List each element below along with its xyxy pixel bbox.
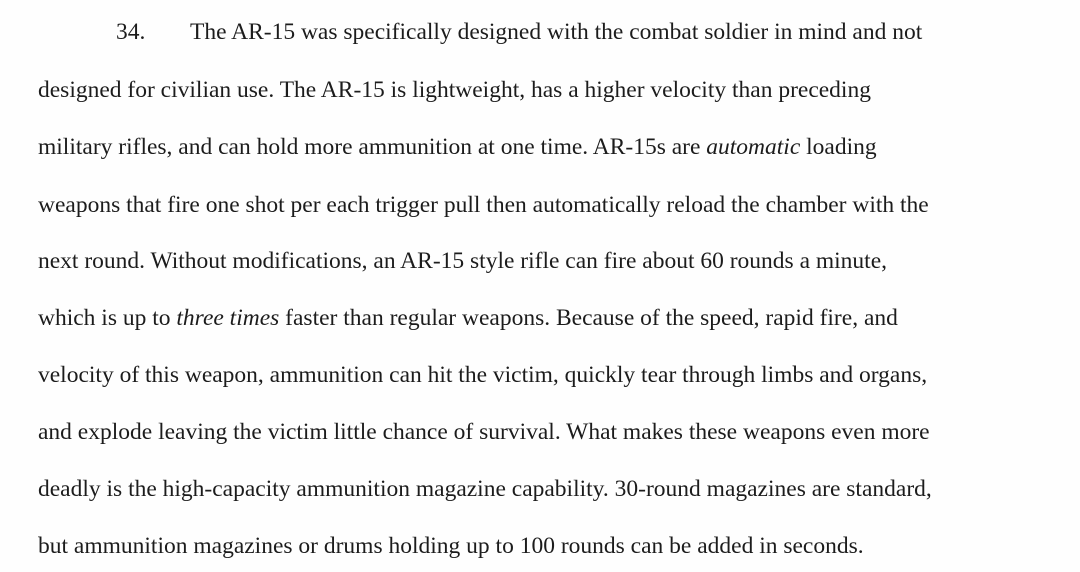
line-10-text: but ammunition magazines or drums holding up to 100 rounds can be added in seconds. bbox=[38, 533, 864, 559]
paragraph-line-4 bbox=[38, 191, 929, 219]
line-3-text-b: loading bbox=[800, 134, 877, 160]
paragraph-line-8 bbox=[38, 418, 930, 446]
line-7-text: velocity of this weapon, ammunition can hit the victim, quickly tear through limbs and organs, bbox=[38, 362, 928, 388]
line-2-text: designed for civilian use. The AR-15 is lightweight, has a higher velocity than preceding bbox=[38, 77, 871, 103]
line-3-emphasis: automatic bbox=[706, 134, 801, 160]
paragraph-number: 34. bbox=[116, 19, 146, 45]
line-3-text-a: military rifles, and can hold more ammunition at one time. AR-15s are bbox=[38, 134, 707, 160]
paragraph-line-10 bbox=[38, 532, 864, 560]
line-6-text-b: faster than regular weapons. Because of the speed, rapid fire, and bbox=[279, 305, 898, 331]
line-5-text: next round. Without modifications, an AR-15 style rifle can fire about 60 rounds a minute, bbox=[38, 248, 888, 274]
line-6-emphasis: three times bbox=[176, 305, 280, 331]
line-6-text-a: which is up to bbox=[38, 305, 177, 331]
line-9-text: deadly is the high-capacity ammunition magazine capability. 30-round magazines are standard, bbox=[38, 476, 932, 502]
paragraph-line-2 bbox=[38, 76, 871, 104]
line-8-text: and explode leaving the victim little chance of survival. What makes these weapons even more bbox=[38, 419, 930, 445]
paragraph-line-9 bbox=[38, 475, 932, 503]
paragraph-line-1 bbox=[116, 18, 922, 46]
paragraph-line-6 bbox=[38, 304, 898, 332]
paragraph-line-5 bbox=[38, 247, 887, 275]
line-1-text: The AR-15 was specifically designed with the combat soldier in mind and not bbox=[190, 19, 923, 45]
line-4-text: weapons that fire one shot per each trigger pull then automatically reload the chamber with the bbox=[38, 192, 929, 218]
paragraph-line-7 bbox=[38, 361, 927, 389]
paragraph-line-3 bbox=[38, 133, 877, 161]
